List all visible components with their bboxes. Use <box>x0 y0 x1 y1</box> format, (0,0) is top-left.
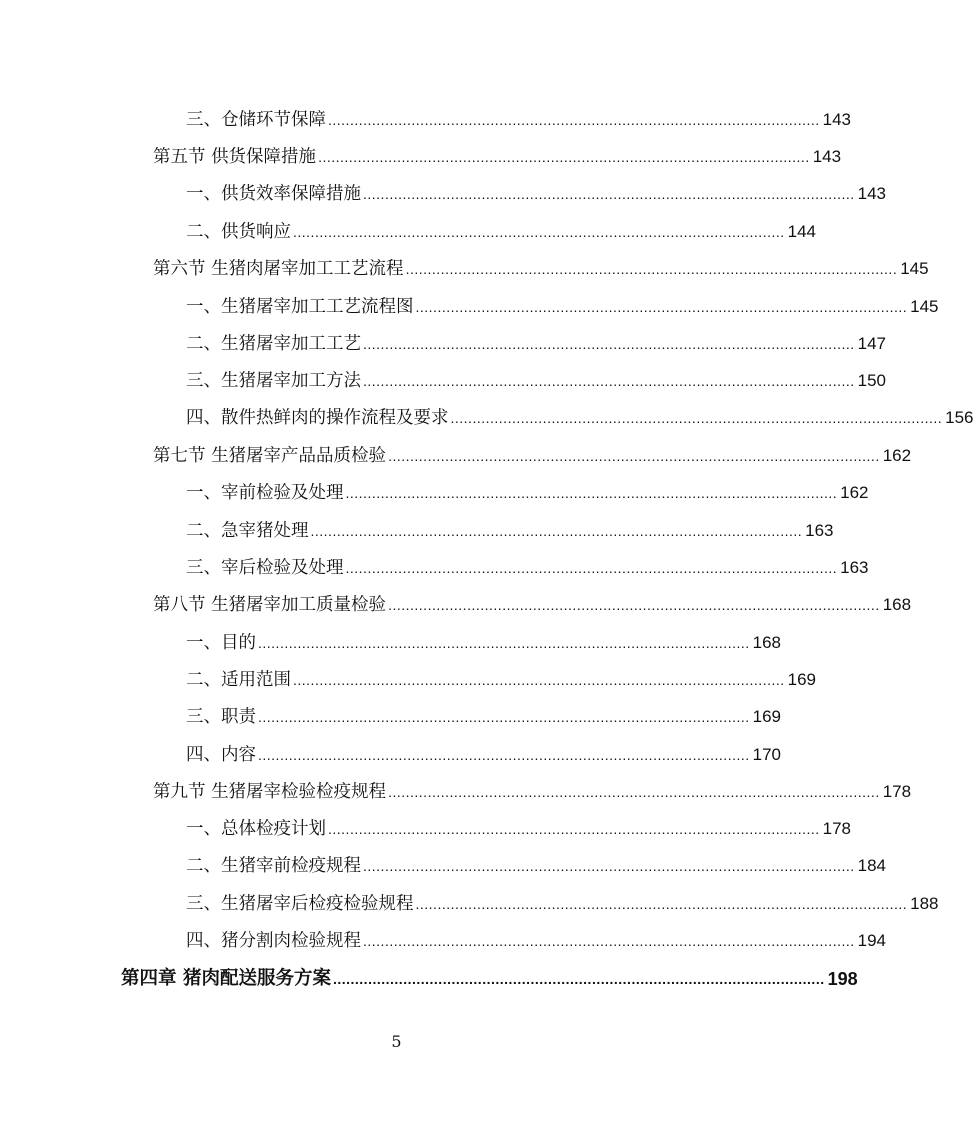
leader-dots: ................................................................................................................ <box>363 373 855 389</box>
toc-entry-page: 147 <box>857 334 887 353</box>
toc-entry[interactable] <box>186 474 869 504</box>
toc-entry-title: 一、目的 <box>186 633 256 653</box>
toc-entry[interactable] <box>153 586 912 616</box>
toc-entry-title: 一、总体检疫计划 <box>186 819 326 839</box>
leader-dots: ................................................................................................................ <box>345 485 838 501</box>
toc-entry-page: 143 <box>812 147 842 166</box>
toc-entry[interactable] <box>186 288 939 318</box>
toc-entry[interactable] <box>186 810 852 840</box>
toc-entry[interactable] <box>186 922 887 952</box>
leader-dots: ................................................................................................................ <box>363 933 855 949</box>
leader-dots: ................................................................................................................ <box>258 635 750 651</box>
toc-entry-page: 163 <box>805 521 834 540</box>
toc-entry-page: 162 <box>882 446 912 465</box>
toc-entry-page: 162 <box>840 483 869 502</box>
toc-entry-title: 三、生猪屠宰加工方法 <box>186 371 361 391</box>
toc-entry-title: 一、生猪屠宰加工工艺流程图 <box>186 297 414 317</box>
toc-entry-title: 三、宰后检验及处理 <box>186 558 344 578</box>
toc-entry[interactable] <box>186 399 974 429</box>
toc-entry-title: 四、散件热鲜肉的操作流程及要求 <box>186 408 449 428</box>
leader-dots: ................................................................................................................ <box>328 821 820 837</box>
toc-entry-page: 168 <box>882 595 912 614</box>
toc-entry-page: 168 <box>752 633 782 652</box>
leader-dots: ................................................................................................................ <box>405 261 898 277</box>
toc-entry[interactable] <box>186 624 782 654</box>
leader-dots: ................................................................................................................ <box>388 597 880 613</box>
toc-entry-page: 156 <box>945 408 974 427</box>
toc-entry[interactable] <box>186 325 887 355</box>
toc-entry[interactable] <box>186 885 939 915</box>
toc-entry-title: 第四章 猪肉配送服务方案 <box>121 968 331 989</box>
toc-entry[interactable] <box>186 213 817 243</box>
toc-entry-title: 三、仓储环节保障 <box>186 110 326 130</box>
toc-entry[interactable] <box>153 138 842 168</box>
leader-dots: ................................................................................................................ <box>258 747 750 763</box>
toc-entry-page: 143 <box>857 184 887 203</box>
leader-dots: ................................................................................................................ <box>363 186 855 202</box>
toc-entry-title: 二、急宰猪处理 <box>186 521 309 541</box>
toc-entry-page: 178 <box>822 819 852 838</box>
leader-dots: ................................................................................................................ <box>415 896 908 912</box>
toc-entry-page: 143 <box>822 110 852 129</box>
toc-entry-title: 第六节 生猪肉屠宰加工工艺流程 <box>153 259 404 279</box>
leader-dots: ................................................................................................................ <box>388 784 880 800</box>
toc-entry-page: 188 <box>910 894 939 913</box>
leader-dots: ................................................................................................................ <box>310 523 803 539</box>
leader-dots: ................................................................................................................ <box>328 112 820 128</box>
toc-entry-title: 四、内容 <box>186 745 256 765</box>
leader-dots: ................................................................................................................ <box>363 858 855 874</box>
toc-entry-title: 第八节 生猪屠宰加工质量检验 <box>153 595 387 615</box>
toc-entry[interactable] <box>186 362 887 392</box>
toc-entry[interactable] <box>186 101 852 131</box>
toc-entry[interactable] <box>186 847 887 877</box>
toc-entry-title: 二、供货响应 <box>186 222 291 242</box>
toc-entry[interactable] <box>186 549 869 579</box>
toc-entry-title: 三、职责 <box>186 707 256 727</box>
toc-entry-title: 三、生猪屠宰后检疫检验规程 <box>186 894 414 914</box>
leader-dots: ................................................................................................................ <box>293 224 785 240</box>
toc-entry-title: 四、猪分割肉检验规程 <box>186 931 361 951</box>
toc-entry-title: 二、适用范围 <box>186 670 291 690</box>
leader-dots: ................................................................................................................ <box>388 448 880 464</box>
toc-entry-page: 184 <box>857 856 887 875</box>
leader-dots: ................................................................................................................ <box>293 672 785 688</box>
leader-dots: ................................................................................................................ <box>258 709 750 725</box>
toc-entry[interactable] <box>186 736 782 766</box>
leader-dots: ................................................................................................................ <box>345 560 838 576</box>
toc-entry-title: 二、生猪宰前检疫规程 <box>186 856 361 876</box>
toc-entry-page: 145 <box>910 297 939 316</box>
toc-entry-title: 一、宰前检验及处理 <box>186 483 344 503</box>
toc-entry[interactable] <box>186 661 817 691</box>
toc-entry[interactable] <box>153 437 912 467</box>
toc-entry-title: 第九节 生猪屠宰检验检疫规程 <box>153 782 387 802</box>
toc-entry-page: 145 <box>900 259 929 278</box>
toc-entry-page: 144 <box>787 222 817 241</box>
toc-entry-page: 163 <box>840 558 869 577</box>
toc-entry-title: 二、生猪屠宰加工工艺 <box>186 334 361 354</box>
leader-dots: ................................................................................................................ <box>332 971 825 987</box>
toc-entry[interactable] <box>186 512 834 542</box>
toc-entry[interactable] <box>186 698 782 728</box>
toc-entry[interactable] <box>153 773 912 803</box>
leader-dots: ................................................................................................................ <box>415 299 908 315</box>
toc-entry-page: 169 <box>752 707 782 726</box>
toc-entry-page: 178 <box>882 782 912 801</box>
leader-dots: ................................................................................................................ <box>363 336 855 352</box>
toc-entry-title: 第七节 生猪屠宰产品品质检验 <box>153 446 387 466</box>
toc-entry-page: 170 <box>752 745 782 764</box>
toc-entry-page: 150 <box>857 371 887 390</box>
toc-entry-title: 一、供货效率保障措施 <box>186 184 361 204</box>
toc-entry[interactable] <box>153 250 929 280</box>
leader-dots: ................................................................................................................ <box>450 410 943 426</box>
toc-entry-page: 198 <box>827 969 858 989</box>
page-number: 5 <box>391 1032 402 1051</box>
toc-entry-page: 194 <box>857 931 887 950</box>
toc-entry[interactable] <box>186 175 887 205</box>
toc-chapter-entry[interactable] <box>121 960 858 990</box>
toc-entry-page: 169 <box>787 670 817 689</box>
leader-dots: ................................................................................................................ <box>318 149 810 165</box>
toc-entry-title: 第五节 供货保障措施 <box>153 147 317 167</box>
